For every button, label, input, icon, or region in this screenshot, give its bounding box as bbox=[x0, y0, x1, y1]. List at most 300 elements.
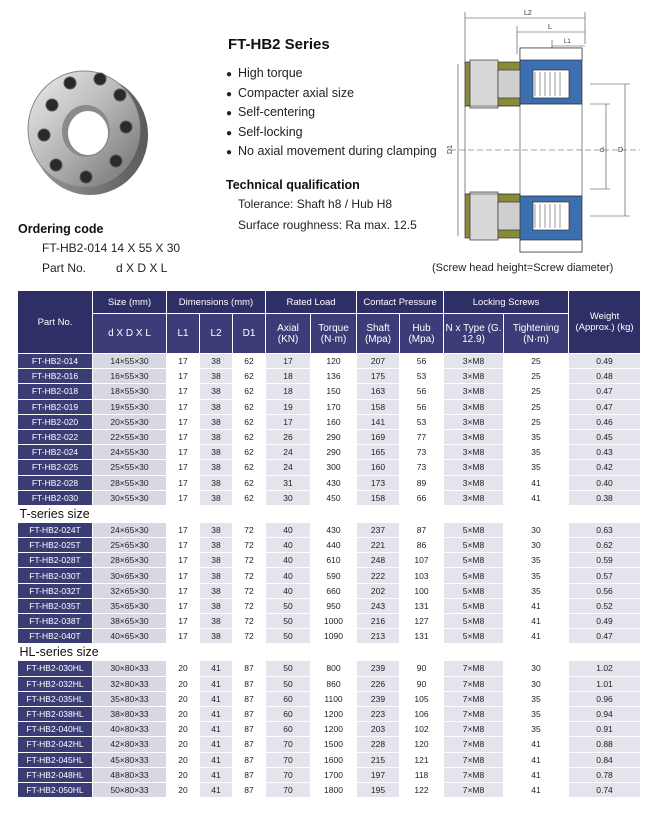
feature-label: High torque bbox=[238, 66, 303, 80]
header-size-format: d X D X L bbox=[93, 314, 167, 354]
tightening-cell: 35 bbox=[504, 583, 569, 598]
l2-cell: 38 bbox=[200, 414, 233, 429]
nxtype-cell: 3×M8 bbox=[444, 354, 504, 369]
part-no-cell: FT-HB2-022 bbox=[18, 429, 93, 444]
part-no-cell: FT-HB2-030T bbox=[18, 568, 93, 583]
torque-cell: 590 bbox=[311, 568, 357, 583]
tightening-cell: 35 bbox=[504, 553, 569, 568]
weight-cell: 0.52 bbox=[569, 598, 641, 613]
tightening-cell: 35 bbox=[504, 691, 569, 706]
l1-cell: 20 bbox=[167, 661, 200, 676]
d1-cell: 87 bbox=[233, 752, 266, 767]
axial-cell: 40 bbox=[266, 568, 311, 583]
shaft-cell: 243 bbox=[357, 598, 400, 613]
weight-cell: 0.56 bbox=[569, 583, 641, 598]
weight-cell: 0.48 bbox=[569, 369, 641, 384]
table-body bbox=[18, 354, 641, 798]
hub-cell: 105 bbox=[400, 691, 444, 706]
label-d1: D1 bbox=[447, 145, 454, 154]
torque-cell: 1700 bbox=[311, 767, 357, 782]
hub-cell: 120 bbox=[400, 737, 444, 752]
hub-cell: 87 bbox=[400, 522, 444, 537]
hub-cell: 53 bbox=[400, 414, 444, 429]
shaft-cell: 226 bbox=[357, 676, 400, 691]
torque-cell: 1000 bbox=[311, 614, 357, 629]
tightening-cell: 25 bbox=[504, 369, 569, 384]
part-no-cell: FT-HB2-035T bbox=[18, 598, 93, 613]
tightening-cell: 41 bbox=[504, 614, 569, 629]
axial-cell: 40 bbox=[266, 583, 311, 598]
table-row bbox=[18, 460, 641, 475]
nxtype-cell: 7×M8 bbox=[444, 767, 504, 782]
d1-cell: 87 bbox=[233, 676, 266, 691]
weight-cell: 0.46 bbox=[569, 414, 641, 429]
torque-cell: 120 bbox=[311, 354, 357, 369]
axial-cell: 30 bbox=[266, 490, 311, 505]
tightening-cell: 41 bbox=[504, 598, 569, 613]
l1-cell: 17 bbox=[167, 475, 200, 490]
axial-cell: 40 bbox=[266, 538, 311, 553]
d1-cell: 87 bbox=[233, 661, 266, 676]
weight-cell: 1.01 bbox=[569, 676, 641, 691]
l1-cell: 17 bbox=[167, 598, 200, 613]
part-no-cell: FT-HB2-024 bbox=[18, 445, 93, 460]
l1-cell: 17 bbox=[167, 522, 200, 537]
nxtype-cell: 3×M8 bbox=[444, 490, 504, 505]
tightening-cell: 41 bbox=[504, 629, 569, 644]
l2-cell: 38 bbox=[200, 583, 233, 598]
weight-cell: 0.59 bbox=[569, 553, 641, 568]
size-cell: 30×55×30 bbox=[93, 490, 167, 505]
weight-cell: 0.78 bbox=[569, 767, 641, 782]
table-row bbox=[18, 429, 641, 444]
l2-cell: 38 bbox=[200, 354, 233, 369]
table-row bbox=[18, 399, 641, 414]
l2-cell: 38 bbox=[200, 614, 233, 629]
series-title: FT-HB2 Series bbox=[228, 36, 330, 53]
table-row bbox=[18, 475, 641, 490]
hub-cell: 103 bbox=[400, 568, 444, 583]
table-row bbox=[18, 490, 641, 505]
size-cell: 48×80×33 bbox=[93, 767, 167, 782]
l1-cell: 20 bbox=[167, 722, 200, 737]
axial-cell: 24 bbox=[266, 445, 311, 460]
l2-cell: 41 bbox=[200, 782, 233, 797]
table-row bbox=[18, 722, 641, 737]
size-cell: 16×55×30 bbox=[93, 369, 167, 384]
table-row bbox=[18, 598, 641, 613]
tightening-cell: 35 bbox=[504, 460, 569, 475]
l1-cell: 20 bbox=[167, 737, 200, 752]
header-weight: Weight (Approx.) (kg) bbox=[569, 291, 641, 354]
table-row bbox=[18, 414, 641, 429]
nxtype-cell: 5×M8 bbox=[444, 614, 504, 629]
header-d1: D1 bbox=[233, 314, 266, 354]
header-shaft: Shaft (Mpa) bbox=[357, 314, 400, 354]
l1-cell: 17 bbox=[167, 490, 200, 505]
table-row bbox=[18, 522, 641, 537]
l1-cell: 20 bbox=[167, 676, 200, 691]
shaft-cell: 222 bbox=[357, 568, 400, 583]
l1-cell: 17 bbox=[167, 399, 200, 414]
torque-cell: 1800 bbox=[311, 782, 357, 797]
d1-cell: 72 bbox=[233, 568, 266, 583]
header-rated-load: Rated Load bbox=[266, 291, 357, 314]
torque-cell: 1600 bbox=[311, 752, 357, 767]
label-l1: L1 bbox=[564, 39, 571, 45]
shaft-cell: 203 bbox=[357, 722, 400, 737]
shaft-cell: 195 bbox=[357, 782, 400, 797]
part-no-cell: FT-HB2-020 bbox=[18, 414, 93, 429]
size-cell: 32×65×30 bbox=[93, 583, 167, 598]
weight-cell: 0.49 bbox=[569, 354, 641, 369]
header-hub: Hub (Mpa) bbox=[400, 314, 444, 354]
axial-cell: 24 bbox=[266, 460, 311, 475]
size-cell: 22×55×30 bbox=[93, 429, 167, 444]
size-cell: 45×80×33 bbox=[93, 752, 167, 767]
nxtype-cell: 5×M8 bbox=[444, 538, 504, 553]
table-row bbox=[18, 538, 641, 553]
part-no-cell: FT-HB2-038HL bbox=[18, 706, 93, 721]
hub-cell: 90 bbox=[400, 661, 444, 676]
header-axial: Axial (KN) bbox=[266, 314, 311, 354]
torque-cell: 1200 bbox=[311, 706, 357, 721]
d1-cell: 72 bbox=[233, 583, 266, 598]
nxtype-cell: 3×M8 bbox=[444, 399, 504, 414]
tightening-cell: 30 bbox=[504, 676, 569, 691]
part-no-cell: FT-HB2-030 bbox=[18, 490, 93, 505]
ordering-part-label: Part No. bbox=[42, 261, 87, 275]
size-cell: 14×55×30 bbox=[93, 354, 167, 369]
hub-cell: 131 bbox=[400, 598, 444, 613]
axial-cell: 18 bbox=[266, 369, 311, 384]
tightening-cell: 30 bbox=[504, 538, 569, 553]
feature-label: Self-centering bbox=[238, 105, 316, 119]
header-area bbox=[0, 0, 657, 285]
l2-cell: 38 bbox=[200, 629, 233, 644]
table-row bbox=[18, 737, 641, 752]
l1-cell: 17 bbox=[167, 553, 200, 568]
hub-cell: 66 bbox=[400, 490, 444, 505]
hub-cell: 106 bbox=[400, 706, 444, 721]
l1-cell: 20 bbox=[167, 767, 200, 782]
ordering-example: FT-HB2-014 14 X 55 X 30 bbox=[42, 241, 181, 255]
l2-cell: 41 bbox=[200, 737, 233, 752]
d1-cell: 72 bbox=[233, 538, 266, 553]
tightening-cell: 41 bbox=[504, 767, 569, 782]
header-nxtype: N x Type (G. 12.9) bbox=[444, 314, 504, 354]
nxtype-cell: 7×M8 bbox=[444, 661, 504, 676]
nxtype-cell: 7×M8 bbox=[444, 737, 504, 752]
weight-cell: 0.40 bbox=[569, 475, 641, 490]
header-contact-pressure: Contact Pressure bbox=[357, 291, 444, 314]
l1-cell: 17 bbox=[167, 414, 200, 429]
l1-cell: 17 bbox=[167, 369, 200, 384]
header-tightening: Tightening (N·m) bbox=[504, 314, 569, 354]
part-no-cell: FT-HB2-028T bbox=[18, 553, 93, 568]
section-title: HL-series size bbox=[18, 644, 641, 661]
d1-cell: 72 bbox=[233, 614, 266, 629]
specification-table bbox=[17, 290, 641, 798]
weight-cell: 0.42 bbox=[569, 460, 641, 475]
size-cell: 30×80×33 bbox=[93, 661, 167, 676]
shaft-cell: 237 bbox=[357, 522, 400, 537]
l1-cell: 17 bbox=[167, 460, 200, 475]
shaft-cell: 215 bbox=[357, 752, 400, 767]
table-row bbox=[18, 384, 641, 399]
tightening-cell: 41 bbox=[504, 782, 569, 797]
size-cell: 25×65×30 bbox=[93, 538, 167, 553]
feature-label: Compacter axial size bbox=[238, 85, 355, 100]
part-no-cell: FT-HB2-045HL bbox=[18, 752, 93, 767]
tightening-cell: 25 bbox=[504, 354, 569, 369]
weight-cell: 0.63 bbox=[569, 522, 641, 537]
part-no-cell: FT-HB2-032T bbox=[18, 583, 93, 598]
weight-cell: 0.84 bbox=[569, 752, 641, 767]
feature-label: No axial movement during clamping bbox=[238, 144, 437, 158]
label-d: d bbox=[600, 147, 604, 154]
feature-list bbox=[226, 64, 437, 162]
size-cell: 30×65×30 bbox=[93, 568, 167, 583]
tightening-cell: 30 bbox=[504, 522, 569, 537]
weight-cell: 0.57 bbox=[569, 568, 641, 583]
l2-cell: 38 bbox=[200, 445, 233, 460]
shaft-cell: 175 bbox=[357, 369, 400, 384]
hub-cell: 127 bbox=[400, 614, 444, 629]
tightening-cell: 41 bbox=[504, 737, 569, 752]
weight-cell: 0.43 bbox=[569, 445, 641, 460]
part-no-cell: FT-HB2-048HL bbox=[18, 767, 93, 782]
table-row bbox=[18, 614, 641, 629]
shaft-cell: 228 bbox=[357, 737, 400, 752]
l1-cell: 17 bbox=[167, 568, 200, 583]
l2-cell: 38 bbox=[200, 490, 233, 505]
size-cell: 40×65×30 bbox=[93, 629, 167, 644]
table-row bbox=[18, 782, 641, 797]
tightening-cell: 35 bbox=[504, 429, 569, 444]
part-no-cell: FT-HB2-025 bbox=[18, 460, 93, 475]
section-header-row bbox=[18, 644, 641, 661]
size-cell: 24×55×30 bbox=[93, 445, 167, 460]
l1-cell: 17 bbox=[167, 538, 200, 553]
feature-label: Self-locking bbox=[238, 124, 303, 139]
hub-cell: 100 bbox=[400, 583, 444, 598]
hub-cell: 56 bbox=[400, 354, 444, 369]
hub-cell: 122 bbox=[400, 782, 444, 797]
hub-cell: 118 bbox=[400, 767, 444, 782]
torque-cell: 1500 bbox=[311, 737, 357, 752]
cross-section-drawing bbox=[440, 4, 645, 259]
table-row bbox=[18, 706, 641, 721]
bullet-icon: ● bbox=[226, 127, 233, 139]
tightening-cell: 41 bbox=[504, 475, 569, 490]
d1-cell: 62 bbox=[233, 445, 266, 460]
feature-item bbox=[226, 84, 437, 104]
l2-cell: 38 bbox=[200, 538, 233, 553]
roughness-text: Surface roughness: Ra max. 12.5 bbox=[238, 218, 417, 232]
axial-cell: 50 bbox=[266, 629, 311, 644]
table-row bbox=[18, 553, 641, 568]
weight-cell: 0.45 bbox=[569, 429, 641, 444]
l2-cell: 38 bbox=[200, 522, 233, 537]
l1-cell: 17 bbox=[167, 445, 200, 460]
axial-cell: 70 bbox=[266, 752, 311, 767]
axial-cell: 60 bbox=[266, 722, 311, 737]
d1-cell: 72 bbox=[233, 598, 266, 613]
part-no-cell: FT-HB2-014 bbox=[18, 354, 93, 369]
table-row bbox=[18, 676, 641, 691]
nxtype-cell: 3×M8 bbox=[444, 445, 504, 460]
l2-cell: 38 bbox=[200, 475, 233, 490]
torque-cell: 160 bbox=[311, 414, 357, 429]
shaft-cell: 221 bbox=[357, 538, 400, 553]
part-no-cell: FT-HB2-035HL bbox=[18, 691, 93, 706]
size-cell: 32×80×33 bbox=[93, 676, 167, 691]
size-cell: 35×80×33 bbox=[93, 691, 167, 706]
d1-cell: 62 bbox=[233, 475, 266, 490]
torque-cell: 150 bbox=[311, 384, 357, 399]
d1-cell: 72 bbox=[233, 522, 266, 537]
hub-cell: 73 bbox=[400, 460, 444, 475]
l2-cell: 38 bbox=[200, 553, 233, 568]
nxtype-cell: 3×M8 bbox=[444, 414, 504, 429]
torque-cell: 430 bbox=[311, 475, 357, 490]
torque-cell: 170 bbox=[311, 399, 357, 414]
label-D: D bbox=[618, 147, 624, 154]
weight-cell: 1.02 bbox=[569, 661, 641, 676]
nxtype-cell: 5×M8 bbox=[444, 522, 504, 537]
hub-cell: 89 bbox=[400, 475, 444, 490]
size-cell: 40×80×33 bbox=[93, 722, 167, 737]
bullet-icon: ● bbox=[226, 108, 233, 119]
d1-cell: 87 bbox=[233, 737, 266, 752]
nxtype-cell: 7×M8 bbox=[444, 782, 504, 797]
hub-cell: 107 bbox=[400, 553, 444, 568]
hub-cell: 121 bbox=[400, 752, 444, 767]
l1-cell: 17 bbox=[167, 583, 200, 598]
bullet-icon: ● bbox=[226, 147, 233, 158]
d1-cell: 72 bbox=[233, 629, 266, 644]
l2-cell: 38 bbox=[200, 369, 233, 384]
l2-cell: 38 bbox=[200, 460, 233, 475]
shaft-cell: 202 bbox=[357, 583, 400, 598]
torque-cell: 450 bbox=[311, 490, 357, 505]
l1-cell: 17 bbox=[167, 614, 200, 629]
weight-cell: 0.94 bbox=[569, 706, 641, 721]
table-row bbox=[18, 445, 641, 460]
size-cell: 19×55×30 bbox=[93, 399, 167, 414]
size-cell: 18×55×30 bbox=[93, 384, 167, 399]
part-no-cell: FT-HB2-030HL bbox=[18, 661, 93, 676]
table-row bbox=[18, 629, 641, 644]
part-no-cell: FT-HB2-025T bbox=[18, 538, 93, 553]
axial-cell: 70 bbox=[266, 782, 311, 797]
d1-cell: 87 bbox=[233, 691, 266, 706]
header-l2: L2 bbox=[200, 314, 233, 354]
nxtype-cell: 5×M8 bbox=[444, 568, 504, 583]
weight-cell: 0.88 bbox=[569, 737, 641, 752]
nxtype-cell: 5×M8 bbox=[444, 553, 504, 568]
label-l2: L2 bbox=[524, 10, 532, 17]
axial-cell: 31 bbox=[266, 475, 311, 490]
hub-cell: 56 bbox=[400, 399, 444, 414]
tightening-cell: 41 bbox=[504, 490, 569, 505]
l1-cell: 20 bbox=[167, 752, 200, 767]
size-cell: 25×55×30 bbox=[93, 460, 167, 475]
d1-cell: 62 bbox=[233, 414, 266, 429]
part-no-cell: FT-HB2-050HL bbox=[18, 782, 93, 797]
shaft-cell: 197 bbox=[357, 767, 400, 782]
axial-cell: 19 bbox=[266, 399, 311, 414]
size-cell: 35×65×30 bbox=[93, 598, 167, 613]
shaft-cell: 141 bbox=[357, 414, 400, 429]
header-locking-screws: Locking Screws bbox=[444, 291, 569, 314]
d1-cell: 62 bbox=[233, 369, 266, 384]
screw-head-note: (Screw head height=Screw diameter) bbox=[432, 262, 614, 274]
torque-cell: 950 bbox=[311, 598, 357, 613]
size-cell: 50×80×33 bbox=[93, 782, 167, 797]
axial-cell: 40 bbox=[266, 522, 311, 537]
table-row bbox=[18, 691, 641, 706]
header-l1: L1 bbox=[167, 314, 200, 354]
axial-cell: 50 bbox=[266, 661, 311, 676]
tightening-cell: 25 bbox=[504, 414, 569, 429]
d1-cell: 62 bbox=[233, 399, 266, 414]
shaft-cell: 213 bbox=[357, 629, 400, 644]
l2-cell: 41 bbox=[200, 722, 233, 737]
tightening-cell: 35 bbox=[504, 568, 569, 583]
l2-cell: 41 bbox=[200, 676, 233, 691]
weight-cell: 0.96 bbox=[569, 691, 641, 706]
nxtype-cell: 7×M8 bbox=[444, 691, 504, 706]
hub-cell: 102 bbox=[400, 722, 444, 737]
hub-cell: 56 bbox=[400, 384, 444, 399]
torque-cell: 1200 bbox=[311, 722, 357, 737]
nxtype-cell: 5×M8 bbox=[444, 598, 504, 613]
table-row bbox=[18, 354, 641, 369]
locking-assembly-photo bbox=[22, 55, 152, 200]
tightening-cell: 30 bbox=[504, 661, 569, 676]
axial-cell: 70 bbox=[266, 737, 311, 752]
bullet-icon: ● bbox=[226, 69, 233, 80]
torque-cell: 660 bbox=[311, 583, 357, 598]
nxtype-cell: 7×M8 bbox=[444, 706, 504, 721]
weight-cell: 0.47 bbox=[569, 384, 641, 399]
l2-cell: 38 bbox=[200, 598, 233, 613]
part-no-cell: FT-HB2-024T bbox=[18, 522, 93, 537]
size-cell: 38×65×30 bbox=[93, 614, 167, 629]
shaft-cell: 248 bbox=[357, 553, 400, 568]
nxtype-cell: 5×M8 bbox=[444, 583, 504, 598]
torque-cell: 610 bbox=[311, 553, 357, 568]
feature-item bbox=[226, 64, 437, 84]
torque-cell: 1100 bbox=[311, 691, 357, 706]
nxtype-cell: 3×M8 bbox=[444, 384, 504, 399]
l2-cell: 38 bbox=[200, 384, 233, 399]
part-no-cell: FT-HB2-042HL bbox=[18, 737, 93, 752]
size-cell: 20×55×30 bbox=[93, 414, 167, 429]
section-title: T-series size bbox=[18, 505, 641, 522]
axial-cell: 60 bbox=[266, 691, 311, 706]
l2-cell: 41 bbox=[200, 752, 233, 767]
d1-cell: 72 bbox=[233, 553, 266, 568]
tightening-cell: 25 bbox=[504, 384, 569, 399]
size-cell: 42×80×33 bbox=[93, 737, 167, 752]
tightening-cell: 41 bbox=[504, 752, 569, 767]
shaft-cell: 207 bbox=[357, 354, 400, 369]
weight-cell: 0.91 bbox=[569, 722, 641, 737]
tightening-cell: 35 bbox=[504, 445, 569, 460]
